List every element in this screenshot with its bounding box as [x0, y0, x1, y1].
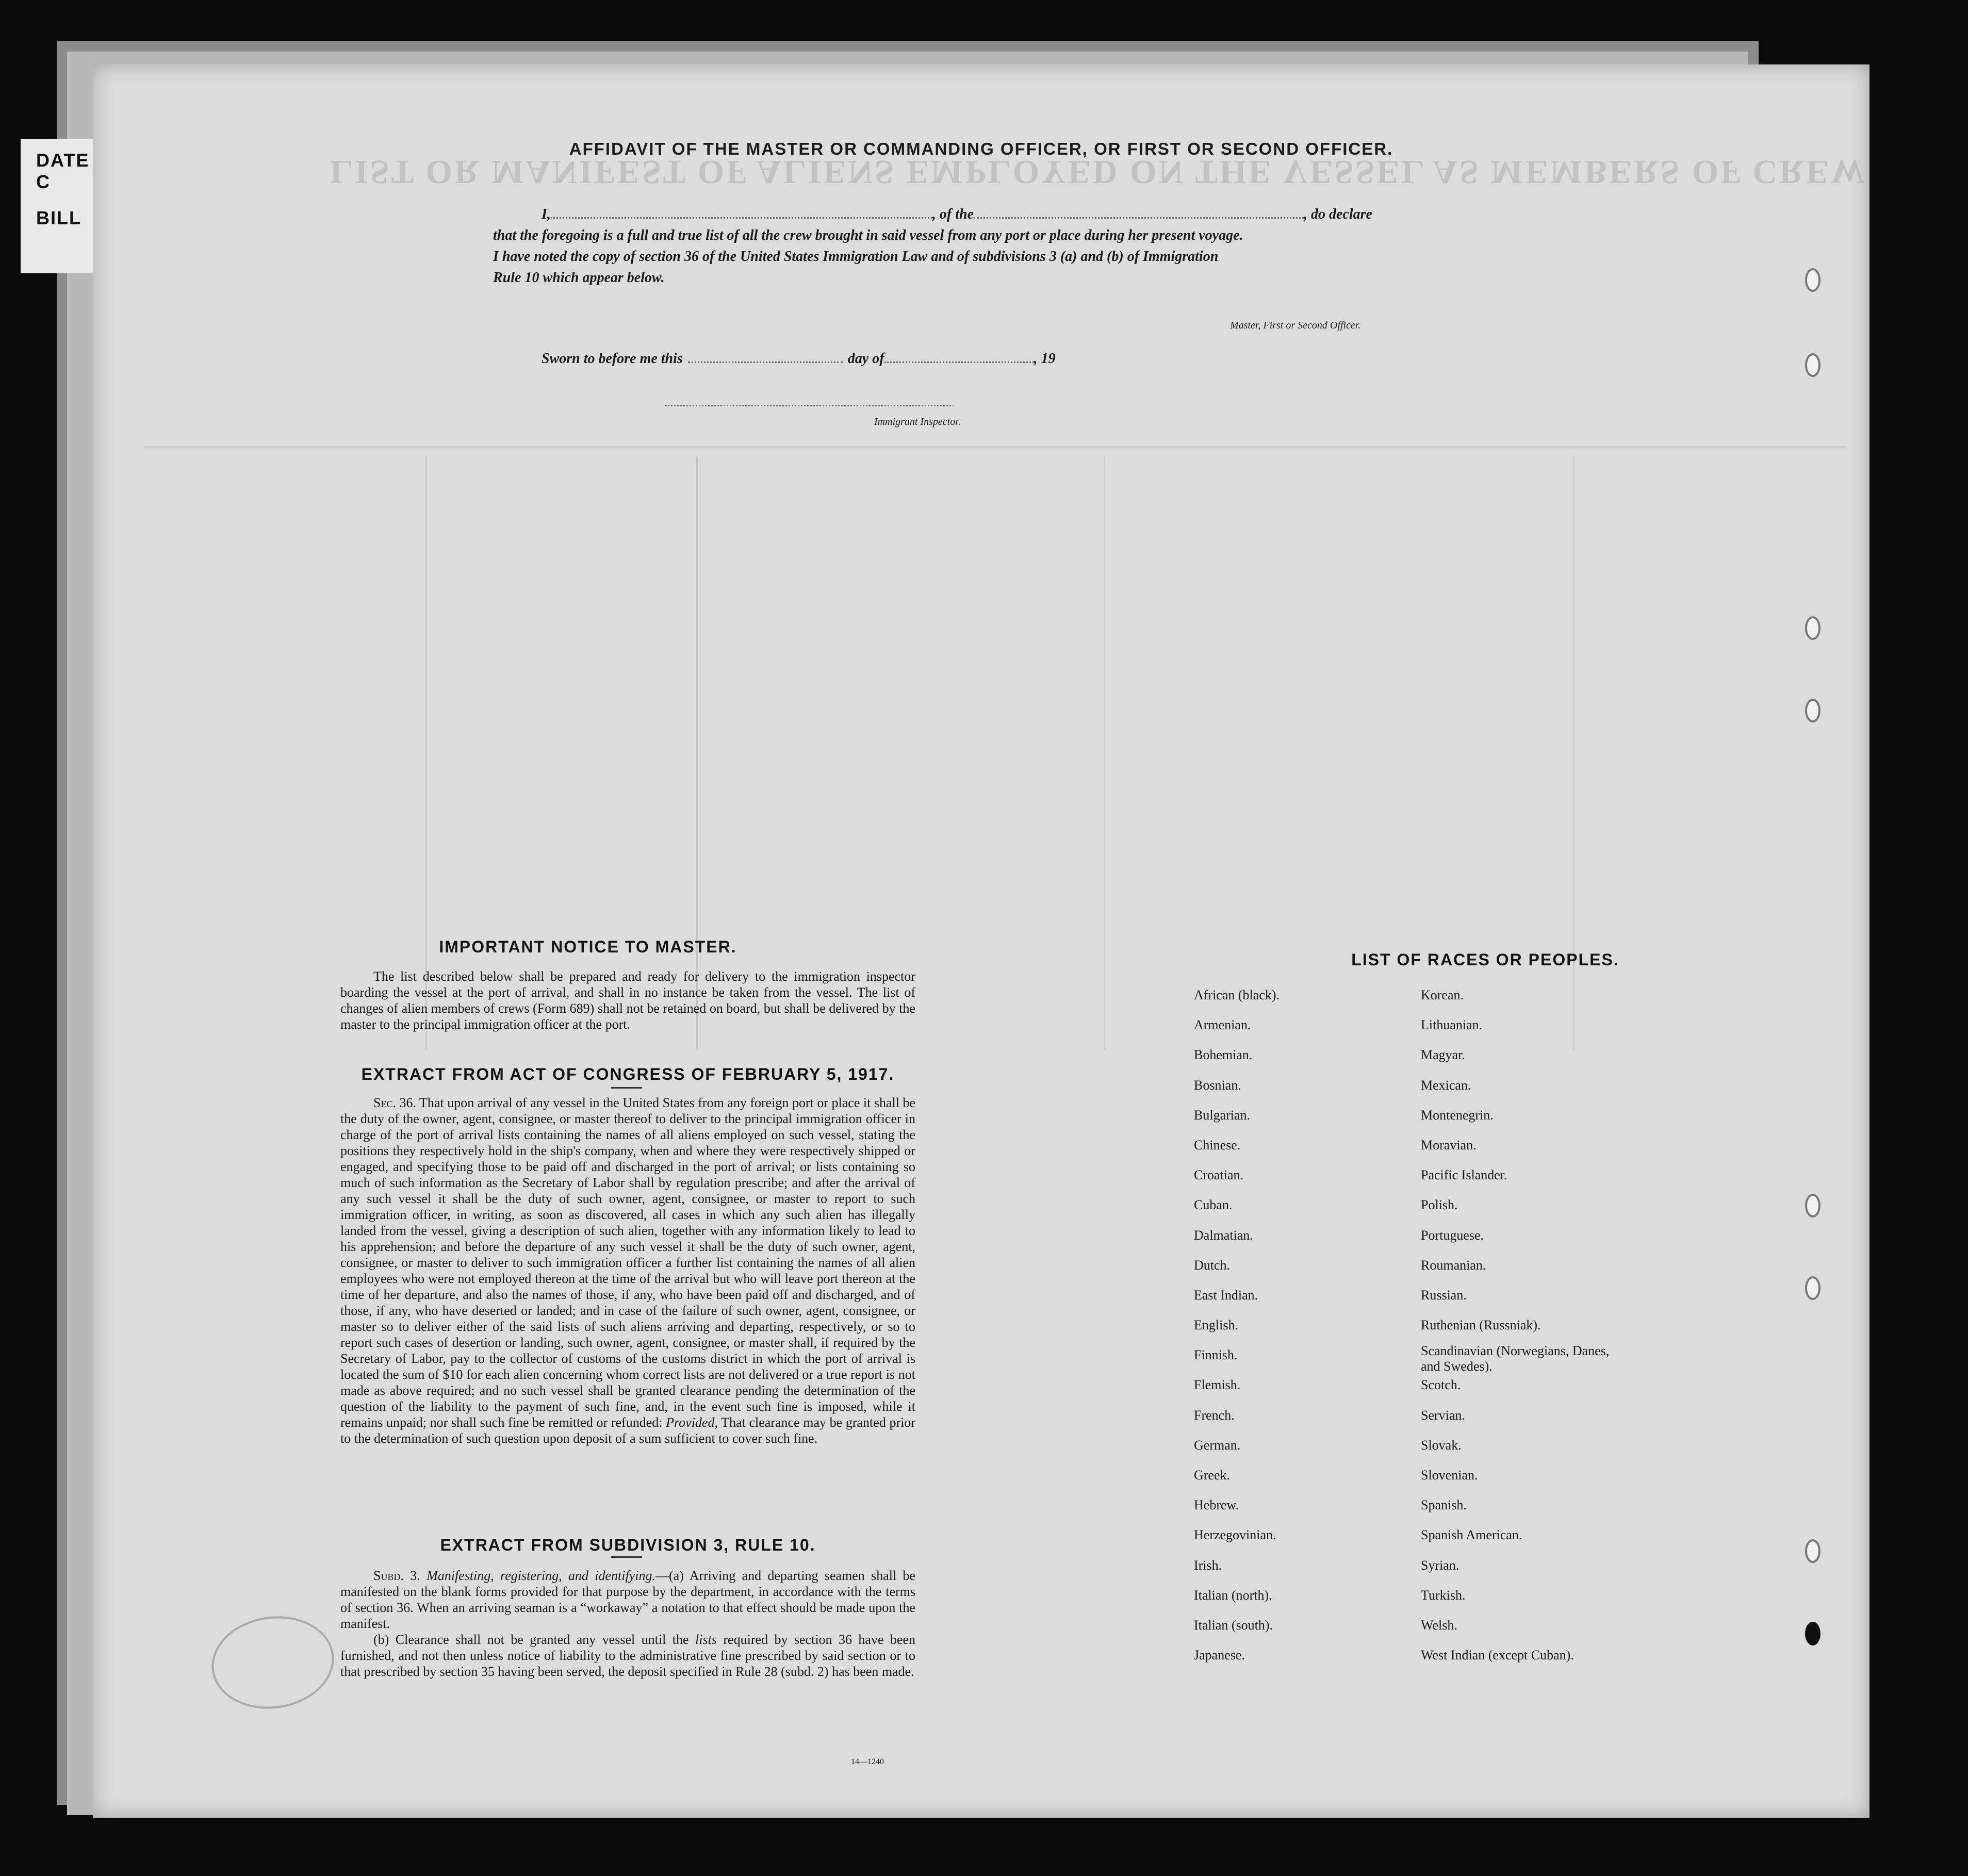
races-list [1194, 988, 1643, 1677]
heading-rule [611, 1087, 642, 1089]
race-item: Armenian. [1194, 1017, 1251, 1033]
sworn-day-blank [688, 361, 843, 363]
race-item: Polish. [1421, 1197, 1458, 1213]
document-page [93, 64, 1869, 1818]
section-36-body: That upon arrival of any vessel in the United States from any foreign port or place it shall be the duty of the owner, agent, consignee, or master thereof to deliver to the principal immigration officer in charge of the port of arrival lists containing the names of all aliens employed on such vessel, stating the positions they respectively hold in the ship's company, when and where they were respectively shipped or engaged, and specifying those to be paid off and discharged in the port of arrival; or lists containing so much of such information as the Secretary of Labor shall by regulation prescribe; and after the arrival of any such vessel it shall be the duty of such owner, agent, consignee, or master to report to such immigration officer, in writing, as soon as discovered, all cases in which any such alien has illegally landed from the vessel, giving a description of such alien, together with any information likely to lead to his apprehension; and before the departure of any such vessel it shall be the duty of such owner, agent, consignee, or master to deliver to such immigration officer a further list containing the names of all alien employees who were not employed thereon at the time of the arrival but who will leave port thereon at the time of her departure, and also the names of those, if any, who have been paid off and discharged, and of those, if any, who have deserted or landed; and in case of the failure of such owner, agent, consignee, or master so to deliver either of the said lists of such aliens arriving and departing, respectively, or so to report such cases of desertion or landing, such owner, agent, consignee, or master shall, if required by the Secretary of Labor, pay to the collector of customs of the customs district in which the port of arrival is located the sum of $10 for each alien concerning whom correct lists are not delivered or a true report is not made as above required; and no such vessel shall be granted clearance pending the determination of the question of the liability to the payment of such fine, and, in the event such fine is imposed, while it remains unpaid; nor shall such fine be remitted or refunded: [340, 1095, 915, 1430]
race-item: Servian. [1421, 1407, 1465, 1423]
act-extract-heading: EXTRACT FROM ACT OF CONGRESS OF FEBRUARY 5, 1917. [361, 1065, 895, 1083]
race-item: German. [1194, 1437, 1241, 1453]
race-item: Spanish American. [1421, 1527, 1522, 1543]
race-item: Ruthenian (Russniak). [1421, 1318, 1541, 1333]
section-36-end: That clearance may be granted prior to the determination of such question upon deposit of a sum sufficient to cover such fine. [340, 1415, 915, 1446]
race-item: East Indian. [1194, 1287, 1258, 1303]
punch-hole [1805, 1539, 1821, 1563]
race-item: Hebrew. [1194, 1497, 1239, 1513]
punch-hole [1805, 1194, 1821, 1217]
race-item: Spanish. [1421, 1497, 1467, 1513]
provided-word: Provided, [666, 1415, 718, 1430]
name-blank [551, 217, 932, 219]
sworn-line [542, 351, 1056, 367]
subdivision-b-paragraph [340, 1632, 915, 1680]
bleed-through-rule [425, 456, 427, 1049]
sworn-text: Sworn to before me this [542, 351, 683, 367]
notice-heading: IMPORTANT NOTICE TO MASTER. [439, 937, 737, 956]
race-item: Italian (north). [1194, 1587, 1272, 1603]
subdivision-a-body: —(a) Arriving and departing seamen shall be manifested on the blank forms provided for that purpose by the department, in accordance with the terms of section 36. When an arriving seaman is a “workaway” a notation to that effect should be made upon the manifest. [340, 1568, 916, 1631]
race-item: Chinese. [1194, 1137, 1241, 1153]
day-of-text: day of [847, 351, 884, 367]
bleed-through-rule [144, 446, 1846, 448]
race-item: Portuguese. [1421, 1227, 1484, 1243]
races-heading: LIST OF RACES OR PEOPLES. [1351, 950, 1619, 969]
affidavit-i: I, [542, 206, 551, 222]
section-label: Sec. 36. [373, 1095, 416, 1110]
subdivision-b-post: required by section 36 have been furnished, and not then unless notice of liability to the administrative fine prescribed by said section or to that prescribed by section 35 having been served, the deposit specified in Rule 28 (subd. 2) has been made. [340, 1632, 916, 1679]
heading-rule [611, 1556, 642, 1558]
race-item: Syrian. [1421, 1557, 1459, 1573]
notice-paragraph: The list described below shall be prepared and ready for delivery to the immigration inspector boarding the vessel at the port of arrival, and shall in no instance be taken from the vessel. The list of changes of alien members of crews (Form 689) shall not be retained on board, but shall be delivered by the master to the principal immigration officer at the port. [340, 969, 915, 1032]
rule-extract-text [340, 1568, 915, 1680]
master-signature-caption: Master, First or Second Officer. [1230, 320, 1361, 331]
affidavit-do-declare: , do declare [1304, 206, 1372, 222]
race-item: English. [1194, 1318, 1238, 1333]
race-item: Italian (south). [1194, 1617, 1273, 1633]
edge-tab-page [21, 139, 98, 273]
race-item: Scandinavian (Norwegians, Danes, and Swedes). [1421, 1343, 1610, 1374]
affidavit-title: AFFIDAVIT OF THE MASTER OR COMMANDING OFFICER, OR FIRST OR SECOND OFFICER. [569, 139, 1393, 158]
month-blank [884, 361, 1034, 363]
race-item: Bohemian. [1194, 1047, 1253, 1063]
race-item: Scotch. [1421, 1377, 1461, 1393]
race-item: Finnish. [1194, 1347, 1238, 1363]
punch-hole [1805, 1622, 1821, 1645]
race-item: Dalmatian. [1194, 1227, 1253, 1243]
race-item: Roumanian. [1421, 1257, 1486, 1273]
race-item: Bulgarian. [1194, 1107, 1251, 1123]
inspector-signature-caption: Immigrant Inspector. [874, 416, 961, 427]
race-item: French. [1194, 1407, 1235, 1423]
race-item: Magyar. [1421, 1047, 1465, 1063]
faded-stamp [206, 1608, 340, 1716]
inspector-signature-blank [665, 405, 954, 406]
race-item: Irish. [1194, 1557, 1222, 1573]
year-text: , 19 [1034, 351, 1056, 367]
form-number: 14—1240 [851, 1757, 884, 1766]
subdivision-title: Manifesting, registering, and identifying. [427, 1568, 655, 1583]
punch-hole [1805, 353, 1821, 377]
edge-tab-text-date: DATE C [36, 150, 90, 192]
race-item: Moravian. [1421, 1137, 1477, 1153]
race-item: Welsh. [1421, 1617, 1457, 1633]
bleed-through-title: LIST OR MANIFEST OF ALIENS EMPLOYED ON THE VESSEL AS MEMBERS OF CREW [330, 153, 1867, 191]
race-item: Slovenian. [1421, 1468, 1478, 1483]
race-item: African (black). [1194, 988, 1280, 1002]
race-item: Turkish. [1421, 1587, 1466, 1603]
act-extract-text [340, 1095, 915, 1446]
race-item: Mexican. [1421, 1077, 1471, 1093]
lists-word: lists [695, 1632, 717, 1647]
affidavit-of-the: , of the [932, 206, 974, 222]
race-item: Russian. [1421, 1287, 1467, 1303]
vessel-blank [974, 217, 1304, 219]
edge-tab-text-bill: BILL [36, 207, 81, 228]
race-item: Slovak. [1421, 1437, 1462, 1453]
race-item: Bosnian. [1194, 1077, 1241, 1093]
race-item: Dutch. [1194, 1257, 1231, 1273]
race-item: Greek. [1194, 1468, 1231, 1483]
affidavit-line-3: I have noted the copy of section 36 of the United States Immigration Law and of subdivisions 3 (a) and (b) of Immigration [493, 249, 1219, 265]
affidavit-declaration-line [542, 206, 1372, 223]
race-item: Pacific Islander. [1421, 1167, 1507, 1183]
bleed-through-rule [696, 456, 698, 1049]
subdivision-label: Subd. 3. [373, 1568, 420, 1583]
subdivision-b-pre: (b) Clearance shall not be granted any vessel until the [373, 1632, 689, 1647]
punch-hole [1805, 268, 1821, 292]
race-item: Flemish. [1194, 1377, 1241, 1393]
race-item: West Indian (except Cuban). [1421, 1648, 1574, 1663]
race-item: Cuban. [1194, 1197, 1233, 1213]
race-item: Korean. [1421, 988, 1464, 1002]
race-item: Lithuanian. [1421, 1017, 1483, 1033]
affidavit-line-2: that the foregoing is a full and true list of all the crew brought in said vessel from any port or place during her present voyage. [493, 227, 1243, 243]
section-36-paragraph [340, 1095, 915, 1446]
punch-hole [1805, 1276, 1821, 1300]
race-item: Croatian. [1194, 1167, 1244, 1183]
affidavit-line-4: Rule 10 which appear below. [493, 270, 665, 286]
notice-text [340, 968, 915, 1032]
race-item: Montenegrin. [1421, 1107, 1494, 1123]
race-item: Japanese. [1194, 1648, 1245, 1663]
punch-hole [1805, 616, 1821, 640]
rule-extract-heading: EXTRACT FROM SUBDIVISION 3, RULE 10. [440, 1536, 816, 1554]
punch-hole [1805, 699, 1821, 722]
subdivision-a-paragraph [340, 1568, 915, 1632]
bleed-through-rule [1104, 456, 1105, 1049]
race-item: Herzegovinian. [1194, 1527, 1276, 1543]
